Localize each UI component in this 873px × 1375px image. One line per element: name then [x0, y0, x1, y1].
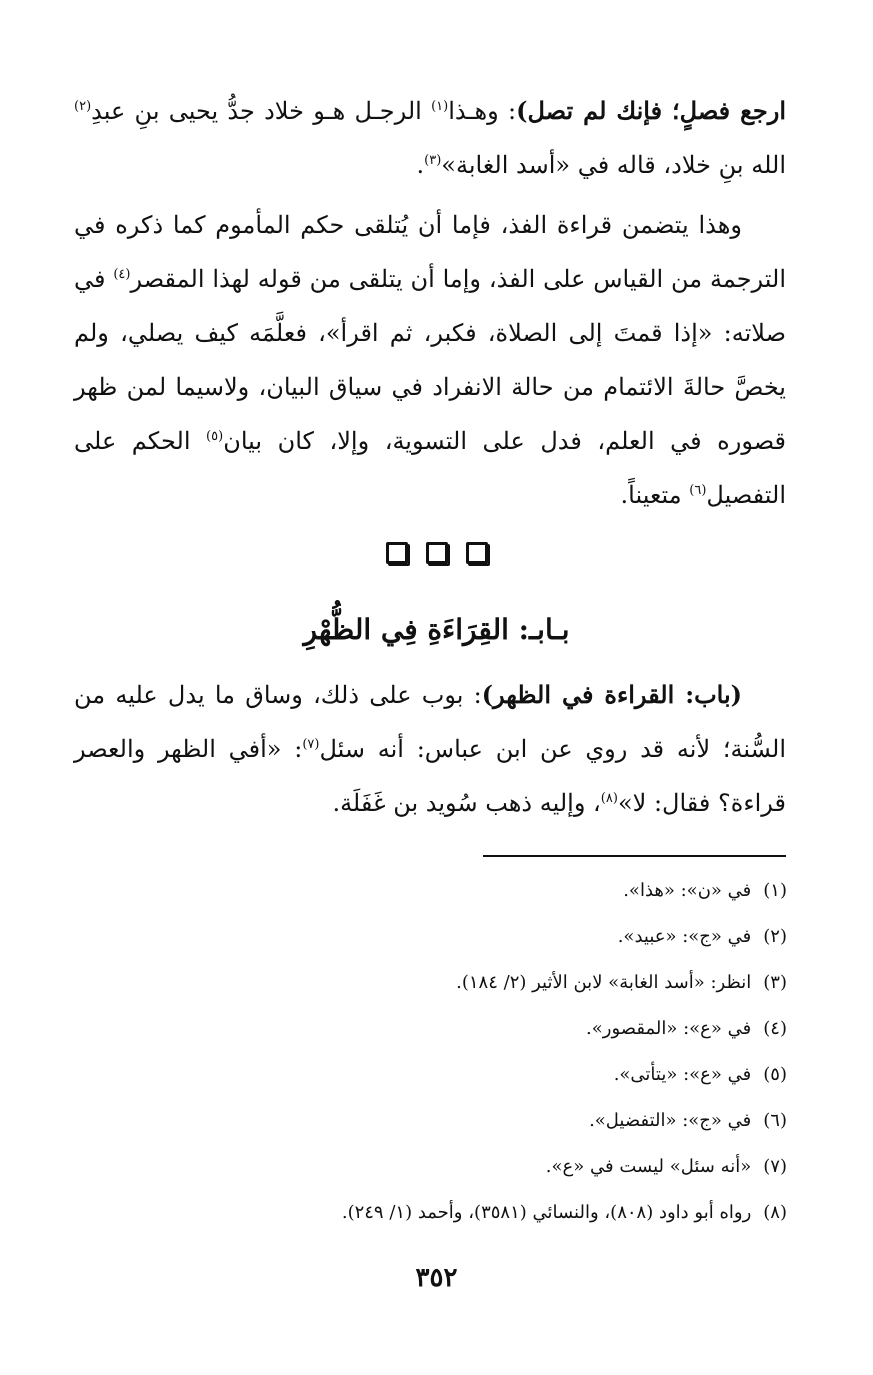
footnote-number: (٤) [763, 1018, 787, 1039]
text-run: في صلاته: «إذا قمتَ إلى الصلاة، فكبر، ثم اقرأ»، فعلَّمَه كيف يصلي، ولم يخصَّ حالةَ الائتمام من حالة الانفراد في سياق البيان، ولاسيما لمن ظهر قصوره في العلم، فدل على التسوية، وإلا، كان بيان [74, 265, 787, 455]
footnote-item [147, 1144, 787, 1190]
footnote-divider [483, 855, 786, 857]
separator-square-icon [466, 542, 488, 564]
chapter-title-ref: (باب: القراءة في الظهر) [481, 680, 743, 709]
footnote-number: (١) [763, 880, 787, 901]
text-run: الله بنِ خلاد، قاله في «أسد الغابة» [441, 151, 786, 179]
paragraph-3 [74, 668, 786, 830]
footnote-text: رواه أبو داود (٨٠٨)، والنسائي (٣٥٨١)، وأحمد (١/ ٢٤٩). [341, 1202, 752, 1223]
text-run: وهذا يتضمن قراءة الفذ، فإما أن يُتلقى حكم المأموم كما ذكره في الترجمة من القياس على الفذ، وإما أن يتلقى من قوله لهذا المقصر [74, 211, 787, 293]
footnote-ref-2[interactable]: (٢) [74, 99, 92, 114]
footnote-text: في «ج»: «التفضيل». [589, 1110, 752, 1131]
footnote-ref-7[interactable]: (٧) [302, 737, 320, 752]
text-run: الحكم على التفصيل [74, 427, 786, 509]
footnotes-list [147, 868, 787, 1236]
page-number: ٣٥٢ [415, 1263, 458, 1293]
footnote-number: (٣) [763, 972, 787, 993]
text-run: . [416, 151, 425, 179]
footnote-number: (٥) [763, 1064, 787, 1085]
text-run: ، وإليه ذهب سُويد بن غَفَلَة. [332, 789, 601, 817]
text-run: : وهـذا [448, 97, 517, 125]
footnote-number: (٨) [763, 1202, 787, 1223]
footnote-item [147, 960, 787, 1006]
text-run: الرجـل هـو خلاد جدُّ يحيى بنِ عبدِ [91, 97, 432, 125]
footnote-text: «أنه سئل» ليست في «ع». [545, 1156, 752, 1177]
paragraph-1 [74, 84, 786, 192]
footnote-text: في «ع»: «المقصور». [586, 1018, 752, 1039]
footnote-text: في «ن»: «هذا». [623, 880, 752, 901]
footnote-item [147, 1006, 787, 1052]
footnote-text: في «ع»: «يتأتى». [613, 1064, 752, 1085]
quoted-text: ارجع فصلٍ؛ فإنك لم تصل) [516, 96, 786, 125]
footnote-ref-5[interactable]: (٥) [206, 429, 224, 444]
text-run: : بوب على ذلك، وساق ما يدل عليه من السُّنة؛ لأنه قد روي عن ابن عباس: أنه سئل [74, 681, 787, 763]
footnote-item [147, 914, 787, 960]
footnote-item [147, 1190, 787, 1236]
chapter-heading: بـابـ: القِرَاءَةِ فِي الظُّهْرِ [303, 613, 570, 646]
footnote-ref-8[interactable]: (٨) [600, 791, 618, 806]
footnote-ref-6[interactable]: (٦) [689, 483, 707, 498]
footnote-ref-4[interactable]: (٤) [113, 267, 131, 282]
footnote-text: انظر: «أسد الغابة» لابن الأثير (٢/ ١٨٤). [456, 972, 752, 993]
footnote-item [147, 868, 787, 914]
paragraph-2 [74, 198, 786, 522]
text-run: : «أفي الظهر والعصر قراءة؟ فقال: لا» [74, 735, 786, 817]
footnote-ref-1[interactable]: (١) [431, 99, 449, 114]
section-separator [0, 542, 873, 564]
footnote-ref-3[interactable]: (٣) [424, 153, 442, 168]
separator-square-icon [386, 542, 408, 564]
footnote-number: (٧) [763, 1156, 787, 1177]
separator-square-icon [426, 542, 448, 564]
footnote-text: في «ج»: «عبيد». [617, 926, 752, 947]
footnote-item [147, 1052, 787, 1098]
footnote-number: (٦) [763, 1110, 787, 1131]
footnote-number: (٢) [763, 926, 787, 947]
footnote-item [147, 1098, 787, 1144]
text-run: متعيناً. [620, 481, 690, 509]
